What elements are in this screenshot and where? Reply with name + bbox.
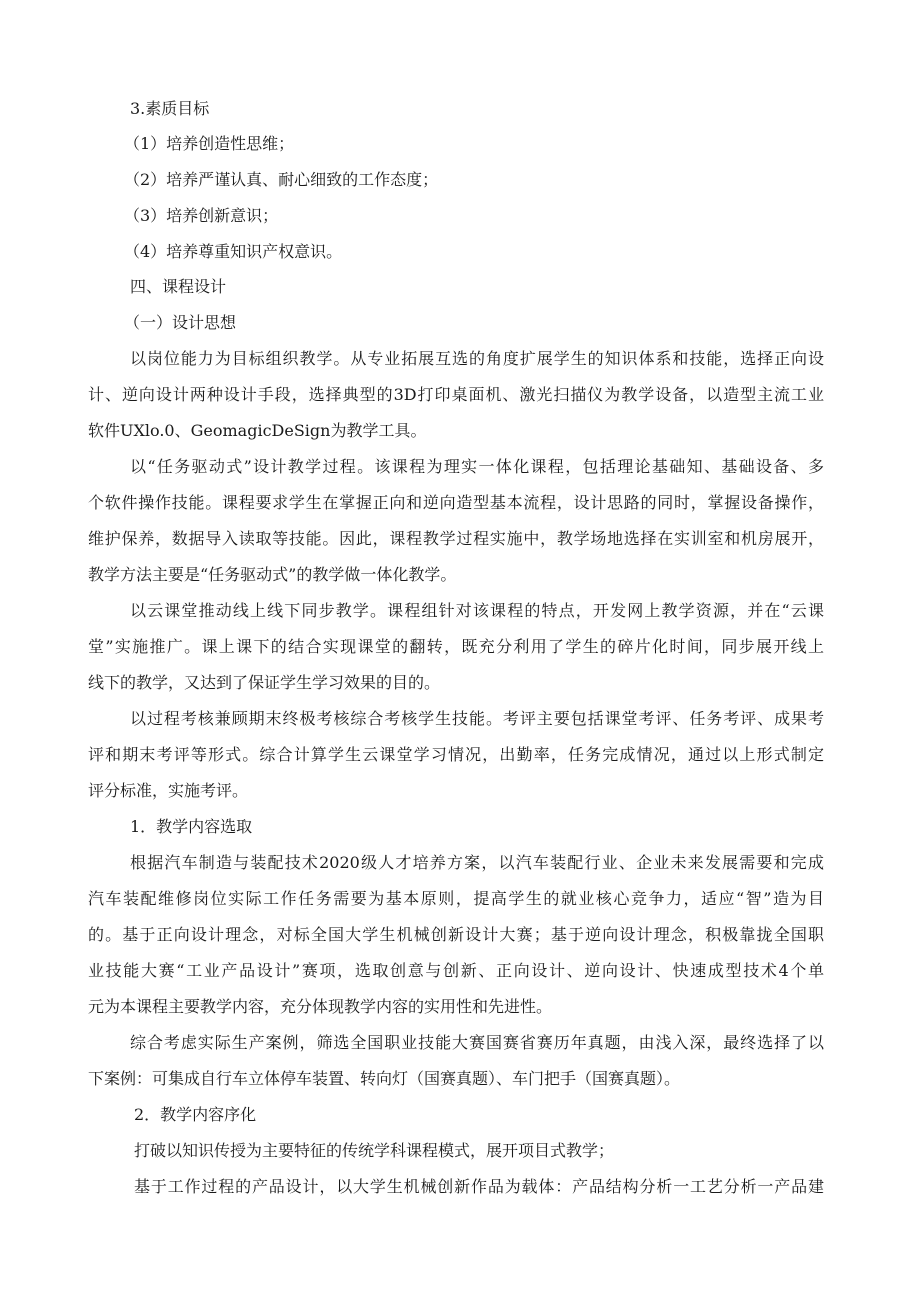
- paragraph-line: 基于工作过程的产品设计，以大学生机械创新作品为载体：产品结构分析一工艺分析一产品建: [134, 1177, 824, 1196]
- paragraph-line: 计、逆向设计两种设计手段，选择典型的3D打印桌面机、激光扫描仪为教学设备，以造型主流工业: [88, 385, 824, 404]
- paragraph-line: 线下的教学，又达到了保证学生学习效果的目的。: [88, 673, 441, 692]
- paragraph-line: 教学方法主要是“任务驱动式”的教学做一体化教学。: [88, 565, 457, 584]
- paragraph-line: 的。基于正向设计理念，对标全国大学生机械创新设计大赛；基于逆向设计理念，积极靠拢全国职: [88, 925, 824, 944]
- paragraph-line: 维护保养，数据导入读取等技能。因此，课程教学过程实施中，教学场地选择在实训室和机房展开，: [88, 529, 824, 548]
- paragraph-line: 以过程考核兼顾期末终极考核综合考核学生技能。考评主要包括课堂考评、任务考评、成果考: [130, 709, 824, 728]
- section-heading-quality-goals: 3.素质目标: [130, 99, 210, 118]
- paragraph-line: 以岗位能力为目标组织教学。从专业拓展互选的角度扩展学生的知识体系和技能，选择正向设: [130, 349, 824, 368]
- goal-item-3: （3）培养创新意识；: [124, 206, 279, 225]
- goal-item-1: （1）培养创造性思维；: [124, 134, 295, 153]
- section-heading-course-design: 四、课程设计: [130, 277, 227, 296]
- subheading-design-idea: （一）设计思想: [124, 313, 237, 332]
- paragraph-line: 评和期末考评等形式。综合计算学生云课堂学习情况，出勤率，任务完成情况，通过以上形式制定: [88, 745, 824, 764]
- paragraph-line: 个软件操作技能。课程要求学生在掌握正向和逆向造型基本流程，设计思路的同时，掌握设备操作，: [88, 493, 824, 512]
- subheading-content-sequencing: 2．教学内容序化: [134, 1105, 257, 1124]
- paragraph-line: 汽车装配维修岗位实际工作任务需要为基本原则，提高学生的就业核心竞争力，适应“智”造为目: [88, 889, 824, 908]
- paragraph-line: 以云课堂推动线上线下同步教学。课程组针对该课程的特点，开发网上教学资源，并在“云课: [130, 601, 824, 620]
- paragraph-line: 软件UXlo.0、GeomagicDeSign为教学工具。: [88, 421, 427, 440]
- paragraph-line: 综合考虑实际生产案例，筛选全国职业技能大赛国赛省赛历年真题，由浅入深，最终选择了以: [130, 1033, 824, 1052]
- subheading-content-selection: 1．教学内容选取: [130, 817, 253, 836]
- paragraph-line: 下案例：可集成自行车立体停车装置、转向灯（国赛真题）、车门把手（国赛真题）。: [88, 1069, 681, 1088]
- paragraph-line: 根据汽车制造与装配技术2020级人才培养方案，以汽车装配行业、企业未来发展需要和完成: [130, 853, 824, 872]
- goal-item-2: （2）培养严谨认真、耐心细致的工作态度；: [124, 170, 439, 189]
- paragraph-line: 元为本课程主要教学内容，充分体现教学内容的实用性和先进性。: [88, 997, 553, 1016]
- paragraph-line: 评分标准，实施考评。: [88, 781, 249, 800]
- goal-item-4: （4）培养尊重知识产权意识。: [124, 242, 343, 261]
- paragraph-line: 堂”实施推广。课上课下的结合实现课堂的翻转，既充分利用了学生的碎片化时间，同步展开线上: [88, 637, 824, 656]
- paragraph-line: 以“任务驱动式”设计教学过程。该课程为理实一体化课程，包括理论基础知、基础设备、多: [130, 457, 824, 476]
- paragraph-line: 业技能大赛“工业产品设计”赛项，选取创意与创新、正向设计、逆向设计、快速成型技术4个单: [88, 961, 824, 980]
- paragraph-line: 打破以知识传授为主要特征的传统学科课程模式，展开项目式教学；: [134, 1141, 615, 1160]
